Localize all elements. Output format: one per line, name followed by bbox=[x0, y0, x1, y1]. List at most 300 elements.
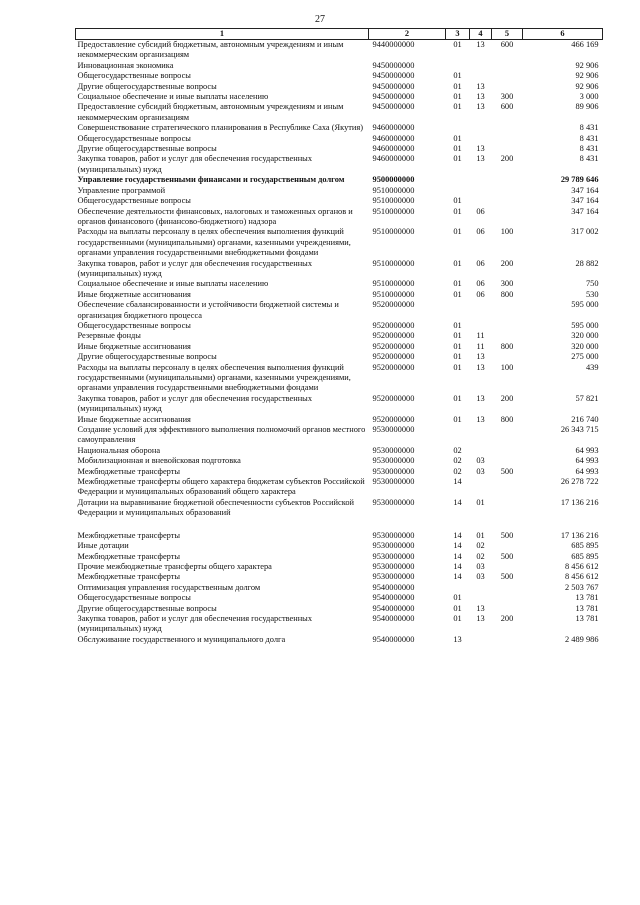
expense-type-code bbox=[492, 635, 523, 645]
row-name: Инновационная экономика bbox=[77, 60, 174, 70]
expense-type-code bbox=[492, 604, 523, 614]
section-code: 01 bbox=[453, 603, 462, 613]
subsection-code: 13 bbox=[476, 102, 485, 112]
row-name: Межбюджетные трансферты bbox=[77, 530, 181, 540]
row-name: Совершенствование стратегического планирования в Республике Саха (Якутия) bbox=[77, 123, 364, 133]
table-row bbox=[76, 562, 603, 572]
subsection-code: 01 bbox=[476, 530, 485, 540]
subsection-code bbox=[470, 196, 492, 206]
target-code: 9450000000 bbox=[372, 71, 415, 81]
target-code: 9520000000 bbox=[372, 393, 415, 403]
expense-type-code: 500 bbox=[500, 551, 514, 561]
row-name: Прочие межбюджетные трансферты общего характера bbox=[77, 561, 272, 571]
table-row bbox=[76, 279, 603, 289]
expense-type-code: 500 bbox=[500, 530, 514, 540]
row-name: Межбюджетные трансферты bbox=[77, 466, 181, 476]
amount: 26 343 715 bbox=[560, 425, 599, 435]
expense-type-code: 100 bbox=[500, 362, 514, 372]
row-name: Другие общегосударственные вопросы bbox=[77, 603, 217, 613]
section-code: 02 bbox=[453, 456, 462, 466]
amount: 595 000 bbox=[571, 300, 599, 310]
target-code: 9520000000 bbox=[372, 320, 415, 330]
expense-type-code bbox=[492, 186, 523, 196]
row-name: Другие общегосударственные вопросы bbox=[77, 144, 217, 154]
table-row bbox=[76, 154, 603, 175]
target-code: 9530000000 bbox=[372, 551, 415, 561]
row-name: Национальная оборона bbox=[77, 445, 161, 455]
section-code: 02 bbox=[453, 445, 462, 455]
table-row bbox=[76, 552, 603, 562]
expense-type-code bbox=[492, 123, 523, 133]
row-name: Обеспечение сбалансированности и устойчивости бюджетной системы и организация бюджетного процесса bbox=[77, 300, 339, 320]
expense-type-code: 800 bbox=[500, 341, 514, 351]
target-code: 9530000000 bbox=[372, 466, 415, 476]
section-code: 01 bbox=[453, 227, 462, 237]
expense-type-code bbox=[492, 593, 523, 603]
table-row bbox=[76, 498, 603, 519]
amount: 26 278 722 bbox=[560, 477, 599, 487]
section-code: 14 bbox=[453, 541, 462, 551]
expense-type-code: 800 bbox=[500, 414, 514, 424]
target-code: 9540000000 bbox=[372, 593, 415, 603]
table-row bbox=[76, 144, 603, 154]
subsection-code: 03 bbox=[476, 572, 485, 582]
section-code: 01 bbox=[453, 593, 462, 603]
target-code: 9520000000 bbox=[372, 414, 415, 424]
section-code: 01 bbox=[453, 133, 462, 143]
table-row bbox=[76, 331, 603, 341]
row-name: Другие общегосударственные вопросы bbox=[77, 352, 217, 362]
table-row bbox=[76, 186, 603, 196]
target-code: 9450000000 bbox=[372, 81, 415, 91]
subsection-code: 06 bbox=[476, 206, 485, 216]
section-code: 01 bbox=[453, 196, 462, 206]
amount: 8 431 bbox=[579, 154, 599, 164]
row-name: Мобилизационная и вневойсковая подготовка bbox=[77, 456, 241, 466]
target-code: 9520000000 bbox=[372, 331, 415, 341]
amount: 347 164 bbox=[571, 185, 599, 195]
amount: 92 906 bbox=[575, 71, 599, 81]
subsection-code bbox=[470, 186, 492, 196]
section-code: 14 bbox=[453, 572, 462, 582]
row-name: Социальное обеспечение и иные выплаты населению bbox=[77, 279, 269, 289]
table-row bbox=[76, 102, 603, 123]
amount: 320 000 bbox=[571, 331, 599, 341]
subsection-code: 03 bbox=[476, 456, 485, 466]
amount: 17 136 216 bbox=[560, 530, 599, 540]
subsection-code bbox=[470, 477, 492, 498]
amount: 13 781 bbox=[575, 603, 599, 613]
table-row bbox=[76, 352, 603, 362]
row-name: Межбюджетные трансферты общего характера бюджетам субъектов Российской Федерации и муниципальных образований общего характера bbox=[77, 477, 365, 497]
expense-type-code bbox=[492, 144, 523, 154]
row-name: Обслуживание государственного и муниципального долга bbox=[77, 634, 286, 644]
section-code bbox=[446, 61, 470, 71]
amount: 8 456 612 bbox=[565, 561, 599, 571]
section-code: 02 bbox=[453, 466, 462, 476]
subsection-code bbox=[470, 300, 492, 321]
table-row bbox=[76, 635, 603, 645]
amount: 466 169 bbox=[571, 40, 599, 49]
amount: 595 000 bbox=[571, 320, 599, 330]
target-code: 9530000000 bbox=[372, 572, 415, 582]
expense-type-code bbox=[492, 456, 523, 466]
subsection-code bbox=[470, 583, 492, 593]
table-row bbox=[76, 342, 603, 352]
amount: 3 000 bbox=[579, 92, 599, 102]
row-name: Общегосударственные вопросы bbox=[77, 593, 191, 603]
expense-type-code bbox=[492, 71, 523, 81]
expense-type-code: 200 bbox=[500, 393, 514, 403]
table-row bbox=[76, 415, 603, 425]
expense-type-code: 500 bbox=[500, 466, 514, 476]
header-cell: 3 bbox=[446, 29, 470, 40]
amount: 275 000 bbox=[571, 352, 599, 362]
section-code: 01 bbox=[453, 393, 462, 403]
row-name: Иные бюджетные ассигнования bbox=[77, 289, 191, 299]
subsection-code bbox=[470, 71, 492, 81]
section-code: 01 bbox=[453, 362, 462, 372]
section-code: 01 bbox=[453, 40, 462, 49]
subsection-code bbox=[470, 61, 492, 71]
target-code: 9500000000 bbox=[372, 175, 415, 185]
table-row bbox=[76, 40, 603, 61]
section-code: 01 bbox=[453, 289, 462, 299]
row-name: Создание условий для эффективного выполнения полномочий органов местного самоуправления bbox=[77, 425, 366, 445]
row-name: Предоставление субсидий бюджетным, автономным учреждениям и иным некоммерческим организациям bbox=[77, 40, 344, 60]
row-name: Дотации на выравнивание бюджетной обеспеченности субъектов Российской Федерации и муниципальных образований bbox=[77, 497, 355, 518]
expense-type-code bbox=[492, 352, 523, 362]
expense-type-code: 100 bbox=[500, 227, 514, 237]
subsection-code: 06 bbox=[476, 289, 485, 299]
amount: 439 bbox=[585, 362, 599, 372]
table-row bbox=[76, 456, 603, 466]
subsection-code bbox=[470, 446, 492, 456]
row-name: Общегосударственные вопросы bbox=[77, 196, 191, 206]
section-code: 14 bbox=[453, 530, 462, 540]
amount: 57 821 bbox=[575, 393, 599, 403]
table-row bbox=[76, 394, 603, 415]
row-name: Межбюджетные трансферты bbox=[77, 572, 181, 582]
expense-type-code bbox=[492, 562, 523, 572]
target-code: 9510000000 bbox=[372, 258, 415, 268]
amount: 317 002 bbox=[571, 227, 599, 237]
table-row bbox=[76, 227, 603, 258]
table-row bbox=[76, 572, 603, 582]
section-code: 01 bbox=[453, 341, 462, 351]
subsection-code bbox=[470, 175, 492, 185]
table-row bbox=[76, 134, 603, 144]
subsection-code: 13 bbox=[476, 362, 485, 372]
row-name: Расходы на выплаты персоналу в целях обеспечения выполнения функций государственными (муниципальными) органами, казенными учреждениями, органами управления государственными внебюджетными фондами bbox=[77, 227, 351, 258]
expense-type-code bbox=[492, 331, 523, 341]
section-code: 01 bbox=[453, 613, 462, 623]
section-code: 14 bbox=[453, 497, 462, 507]
amount: 13 781 bbox=[575, 593, 599, 603]
subsection-code: 13 bbox=[476, 414, 485, 424]
amount: 8 456 612 bbox=[565, 572, 599, 582]
amount: 2 489 986 bbox=[565, 634, 599, 644]
table-row bbox=[76, 175, 603, 185]
table-row bbox=[76, 593, 603, 603]
subsection-code: 13 bbox=[476, 393, 485, 403]
expense-type-code bbox=[492, 425, 523, 446]
amount: 29 789 646 bbox=[560, 175, 599, 185]
subsection-code: 02 bbox=[476, 541, 485, 551]
target-code: 9530000000 bbox=[372, 541, 415, 551]
subsection-code: 06 bbox=[476, 227, 485, 237]
subsection-code bbox=[470, 123, 492, 133]
section-code bbox=[446, 123, 470, 133]
section-code: 01 bbox=[453, 414, 462, 424]
section-code bbox=[446, 583, 470, 593]
target-code: 9450000000 bbox=[372, 92, 415, 102]
expense-type-code: 200 bbox=[500, 613, 514, 623]
amount: 347 164 bbox=[571, 196, 599, 206]
target-code: 9540000000 bbox=[372, 613, 415, 623]
target-code: 9510000000 bbox=[372, 227, 415, 237]
subsection-code: 13 bbox=[476, 92, 485, 102]
target-code: 9530000000 bbox=[372, 477, 415, 487]
table-row bbox=[76, 519, 603, 541]
row-name: Управление программой bbox=[77, 185, 166, 195]
amount: 8 431 bbox=[579, 123, 599, 133]
amount: 64 993 bbox=[575, 466, 599, 476]
row-name: Предоставление субсидий бюджетным, автономным учреждениям и иным некоммерческим организациям bbox=[77, 102, 344, 122]
row-name: Иные дотации bbox=[77, 541, 129, 551]
page-number: 27 bbox=[315, 14, 325, 25]
target-code: 9450000000 bbox=[372, 60, 415, 70]
target-code: 9520000000 bbox=[372, 341, 415, 351]
amount: 64 993 bbox=[575, 456, 599, 466]
section-code: 01 bbox=[453, 258, 462, 268]
section-code bbox=[446, 425, 470, 446]
target-code: 9520000000 bbox=[372, 362, 415, 372]
subsection-code bbox=[470, 321, 492, 331]
table-row bbox=[76, 425, 603, 446]
section-code bbox=[446, 300, 470, 321]
target-code: 9520000000 bbox=[372, 352, 415, 362]
subsection-code: 06 bbox=[476, 258, 485, 268]
row-name: Расходы на выплаты персоналу в целях обеспечения выполнения функций государственными (муниципальными) органами, казенными учреждениями, органами управления государственными внебюджетными фондами bbox=[77, 362, 351, 393]
table-row bbox=[76, 467, 603, 477]
target-code: 9530000000 bbox=[372, 425, 415, 435]
row-name: Общегосударственные вопросы bbox=[77, 71, 191, 81]
row-name: Общегосударственные вопросы bbox=[77, 133, 191, 143]
target-code: 9530000000 bbox=[372, 497, 415, 507]
row-name: Закупка товаров, работ и услуг для обеспечения государственных (муниципальных) нужд bbox=[77, 154, 313, 174]
target-code: 9530000000 bbox=[372, 561, 415, 571]
section-code: 01 bbox=[453, 352, 462, 362]
target-code: 9510000000 bbox=[372, 185, 415, 195]
row-name: Резервные фонды bbox=[77, 331, 141, 341]
section-code: 01 bbox=[453, 144, 462, 154]
row-name: Общегосударственные вопросы bbox=[77, 320, 191, 330]
target-code: 9510000000 bbox=[372, 196, 415, 206]
amount: 320 000 bbox=[571, 341, 599, 351]
subsection-code: 13 bbox=[476, 40, 485, 49]
table-row bbox=[76, 446, 603, 456]
subsection-code: 13 bbox=[476, 352, 485, 362]
expense-type-code bbox=[492, 207, 523, 228]
expense-type-code bbox=[492, 134, 523, 144]
expense-type-code bbox=[492, 196, 523, 206]
expense-type-code bbox=[492, 175, 523, 185]
target-code: 9530000000 bbox=[372, 530, 415, 540]
table-row bbox=[76, 583, 603, 593]
amount: 89 906 bbox=[575, 102, 599, 112]
subsection-code: 06 bbox=[476, 279, 485, 289]
amount: 685 895 bbox=[571, 541, 599, 551]
section-code bbox=[446, 175, 470, 185]
amount: 64 993 bbox=[575, 445, 599, 455]
table-row bbox=[76, 300, 603, 321]
table-row bbox=[76, 477, 603, 498]
row-name: Иные бюджетные ассигнования bbox=[77, 341, 191, 351]
subsection-code: 11 bbox=[476, 341, 485, 351]
section-code: 01 bbox=[453, 279, 462, 289]
expense-type-code: 600 bbox=[500, 102, 514, 112]
amount: 13 781 bbox=[575, 613, 599, 623]
subsection-code: 03 bbox=[476, 466, 485, 476]
section-code bbox=[446, 186, 470, 196]
subsection-code bbox=[470, 635, 492, 645]
table-row bbox=[76, 290, 603, 300]
target-code: 9540000000 bbox=[372, 634, 415, 644]
subsection-code bbox=[470, 593, 492, 603]
target-code: 9450000000 bbox=[372, 102, 415, 112]
header-row bbox=[76, 29, 603, 40]
section-code: 14 bbox=[453, 477, 462, 487]
expense-type-code bbox=[492, 446, 523, 456]
amount: 17 136 216 bbox=[560, 497, 599, 507]
expense-type-code: 500 bbox=[500, 572, 514, 582]
section-code: 14 bbox=[453, 551, 462, 561]
section-code: 01 bbox=[453, 102, 462, 112]
row-name: Другие общегосударственные вопросы bbox=[77, 81, 217, 91]
amount: 685 895 bbox=[571, 551, 599, 561]
subsection-code: 13 bbox=[476, 613, 485, 623]
target-code: 9510000000 bbox=[372, 206, 415, 216]
header-cell: 1 bbox=[76, 29, 369, 40]
header-cell: 2 bbox=[369, 29, 446, 40]
subsection-code: 02 bbox=[476, 551, 485, 561]
expense-type-code bbox=[492, 61, 523, 71]
expense-type-code: 800 bbox=[500, 289, 514, 299]
amount: 28 882 bbox=[575, 258, 599, 268]
row-name: Управление государственными финансами и государственным долгом bbox=[77, 175, 345, 185]
table-row bbox=[76, 196, 603, 206]
section-code: 01 bbox=[453, 154, 462, 164]
amount: 347 164 bbox=[571, 206, 599, 216]
expense-type-code bbox=[492, 498, 523, 519]
row-name: Закупка товаров, работ и услуг для обеспечения государственных (муниципальных) нужд bbox=[77, 258, 313, 278]
expense-type-code: 300 bbox=[500, 92, 514, 102]
subsection-code: 13 bbox=[476, 154, 485, 164]
target-code: 9510000000 bbox=[372, 289, 415, 299]
expense-type-code bbox=[492, 477, 523, 498]
expense-type-code bbox=[492, 541, 523, 551]
target-code: 9460000000 bbox=[372, 123, 415, 133]
section-code: 01 bbox=[453, 206, 462, 216]
row-name: Иные бюджетные ассигнования bbox=[77, 414, 191, 424]
expense-type-code bbox=[492, 583, 523, 593]
subsection-code: 13 bbox=[476, 603, 485, 613]
target-code: 9510000000 bbox=[372, 279, 415, 289]
table-row bbox=[76, 363, 603, 394]
target-code: 9530000000 bbox=[372, 445, 415, 455]
table-row bbox=[76, 604, 603, 614]
subsection-code: 01 bbox=[476, 497, 485, 507]
subsection-code: 13 bbox=[476, 144, 485, 154]
row-name: Оптимизация управления государственным долгом bbox=[77, 582, 261, 592]
table-row bbox=[76, 614, 603, 635]
section-code: 01 bbox=[453, 92, 462, 102]
amount: 2 503 767 bbox=[565, 582, 599, 592]
section-code: 01 bbox=[453, 71, 462, 81]
target-code: 9540000000 bbox=[372, 582, 415, 592]
target-code: 9460000000 bbox=[372, 133, 415, 143]
expense-type-code: 200 bbox=[500, 258, 514, 268]
header-cell: 5 bbox=[492, 29, 523, 40]
subsection-code: 03 bbox=[476, 561, 485, 571]
row-name: Закупка товаров, работ и услуг для обеспечения государственных (муниципальных) нужд bbox=[77, 393, 313, 414]
header-cell: 6 bbox=[523, 29, 603, 40]
table-row bbox=[76, 207, 603, 228]
target-code: 9540000000 bbox=[372, 603, 415, 613]
expense-type-code bbox=[492, 321, 523, 331]
section-code: 01 bbox=[453, 320, 462, 330]
target-code: 9440000000 bbox=[372, 40, 415, 49]
table-row bbox=[76, 541, 603, 551]
target-code: 9460000000 bbox=[372, 154, 415, 164]
amount: 750 bbox=[585, 279, 599, 289]
target-code: 9530000000 bbox=[372, 456, 415, 466]
budget-table bbox=[75, 28, 603, 645]
amount: 8 431 bbox=[579, 144, 599, 154]
table-row bbox=[76, 71, 603, 81]
section-code: 13 bbox=[453, 634, 462, 644]
table-row bbox=[76, 92, 603, 102]
subsection-code bbox=[470, 425, 492, 446]
subsection-code: 13 bbox=[476, 81, 485, 91]
amount: 8 431 bbox=[579, 133, 599, 143]
expense-type-code bbox=[492, 300, 523, 321]
subsection-code: 11 bbox=[476, 331, 485, 341]
table-row bbox=[76, 259, 603, 280]
amount: 530 bbox=[585, 289, 599, 299]
expense-type-code: 600 bbox=[500, 40, 514, 49]
expense-type-code bbox=[492, 82, 523, 92]
expense-type-code: 200 bbox=[500, 154, 514, 164]
row-name: Обеспечение деятельности финансовых, налоговых и таможенных органов и органов финансового (финансово-бюджетного) надзора bbox=[77, 206, 353, 226]
row-name: Межбюджетные трансферты bbox=[77, 551, 181, 561]
section-code: 14 bbox=[453, 561, 462, 571]
amount: 92 906 bbox=[575, 60, 599, 70]
header-cell: 4 bbox=[470, 29, 492, 40]
table-row bbox=[76, 321, 603, 331]
table-row bbox=[76, 61, 603, 71]
table-row bbox=[76, 123, 603, 133]
amount: 216 740 bbox=[571, 414, 599, 424]
target-code: 9520000000 bbox=[372, 300, 415, 310]
table-row bbox=[76, 82, 603, 92]
subsection-code bbox=[470, 134, 492, 144]
section-code: 01 bbox=[453, 331, 462, 341]
target-code: 9460000000 bbox=[372, 144, 415, 154]
amount: 92 906 bbox=[575, 81, 599, 91]
section-code: 01 bbox=[453, 81, 462, 91]
